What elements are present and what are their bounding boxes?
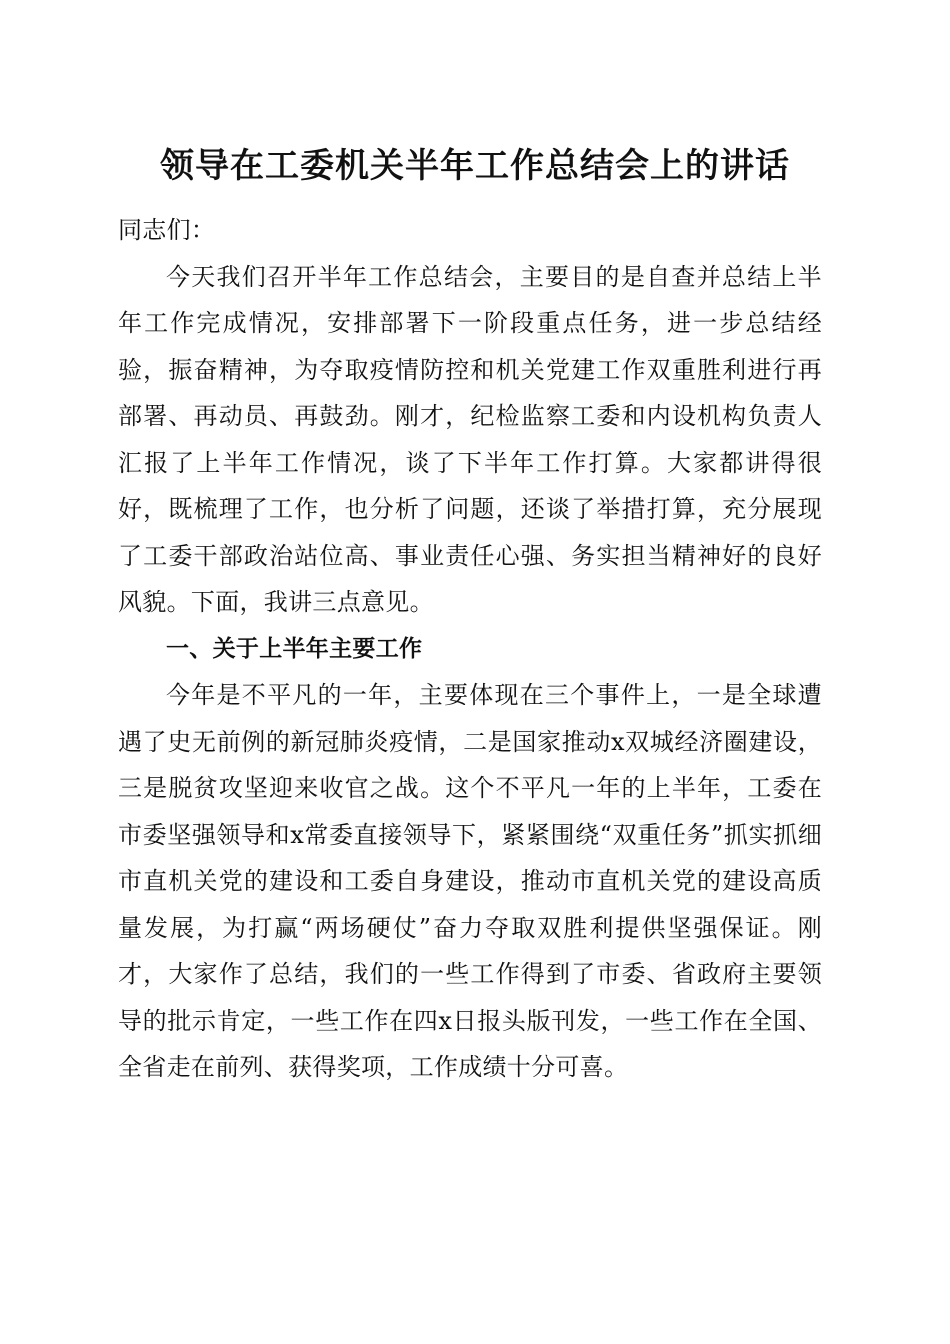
section-heading: 一、关于上半年主要工作 (166, 635, 423, 662)
salutation: 同志们： (118, 216, 216, 244)
document-body (118, 207, 822, 1091)
paragraph-intro: 今天我们召开半年工作总结会，主要目的是自查并总结上半年工作完成情况，安排部署下一阶段重点任务，进一步总结经验，振奋精神，为夺取疫情防控和机关党建工作双重胜利进行再部署、再动员、再鼓劲。刚才，纪检监察工委和内设机构负责人汇报了上半年工作情况，谈了下半年工作打算。大家都讲得很好，既梳理了工作，也分析了问题，还谈了举措打算，充分展现了工委干部政治站位高、事业责任心强、务实担当精神好的良好风貌。下面，我讲三点意见。 (118, 262, 822, 616)
paragraph-section-1: 今年是不平凡的一年，主要体现在三个事件上，一是全球遭遇了史无前例的新冠肺炎疫情，二是国家推动x双城经济圈建设，三是脱贫攻坚迎来收官之战。这个不平凡一年的上半年，工委在市委坚强领导和x常委直接领导下，紧紧围绕“双重任务”抓实抓细市直机关党的建设和工委自身建设，推动市直机关党的建设高质量发展，为打赢“两场硬仗”奋力夺取双胜利提供坚强保证。刚才，大家作了总结，我们的一些工作得到了市委、省政府主要领导的批示肯定，一些工作在四x日报头版刊发，一些工作在全国、全省走在前列、获得奖项，工作成绩十分可喜。 (118, 681, 822, 1081)
document-title: 领导在工委机关半年工作总结会上的讲话 (160, 146, 790, 186)
